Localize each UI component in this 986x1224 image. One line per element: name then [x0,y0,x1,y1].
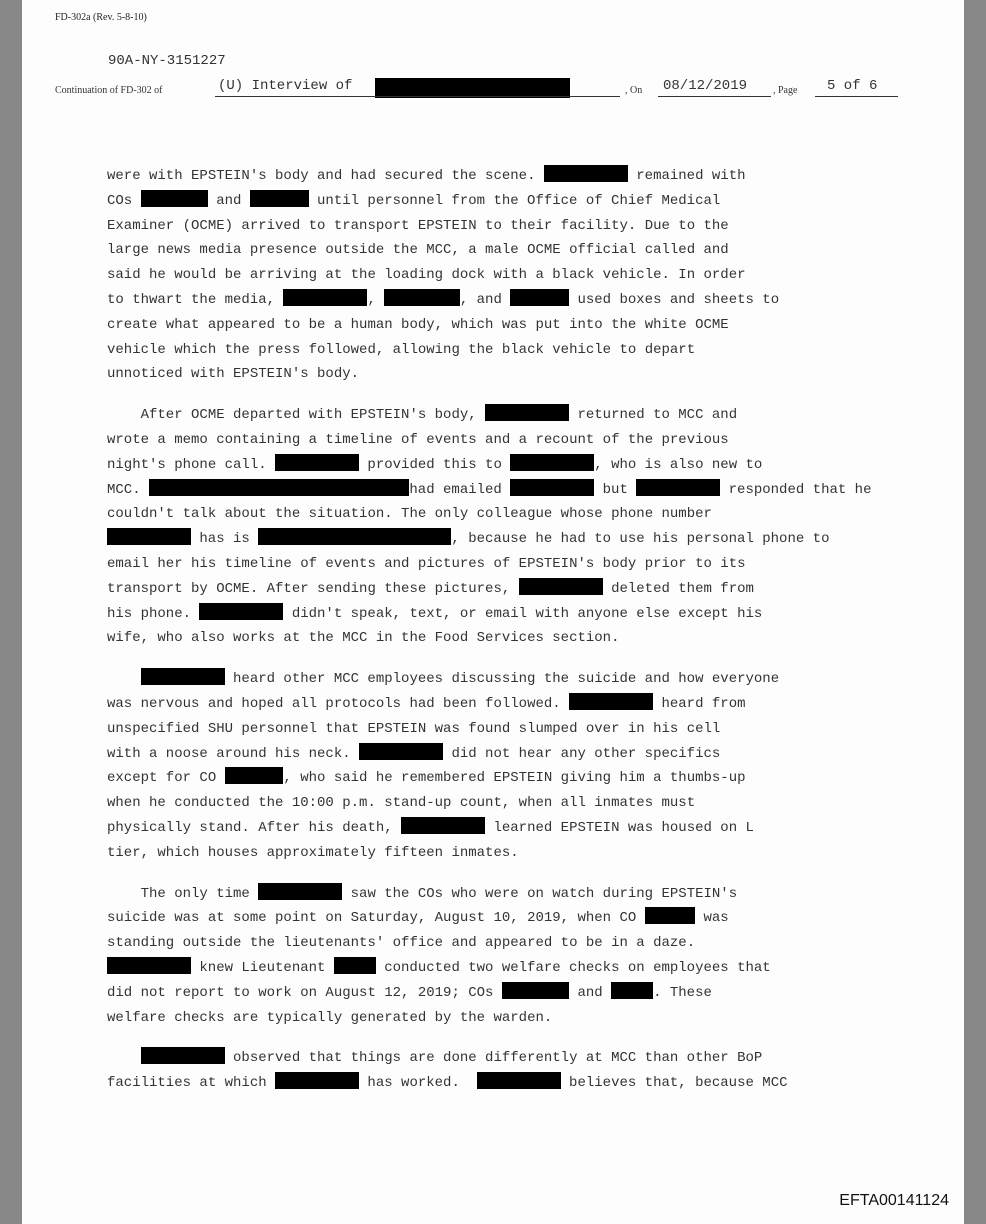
interview-date: 08/12/2019 [663,78,748,94]
text-run: provided this to [359,456,511,473]
text-run: believes that, because MCC [560,1075,788,1092]
text-run: heard other MCC employees discussing the suicide and how everyone [224,671,780,688]
text-run: wrote a memo containing a timeline of events and a recount of the previous [107,431,729,448]
text-run: didn't speak, text, or email with anyone else except his [283,605,763,622]
text-run [107,1050,141,1066]
redaction-block [611,982,653,999]
document-body [107,164,887,1096]
paragraph-gap [107,866,887,882]
text-run: was [695,910,729,927]
text-run [107,671,141,687]
paragraph [107,882,887,1031]
text-line [107,841,887,866]
redaction-block [141,1047,225,1064]
redaction-block [107,957,191,974]
text-run: observed that things are done differently at MCC than other BoP [224,1050,763,1067]
text-run: physically stand. After his death, [107,819,402,836]
paragraph [107,667,887,865]
text-run: create what appeared to be a human body, which was put into the white OCME [107,316,729,333]
text-run: email her his timeline of events and pictures of EPSTEIN's body prior to its [107,555,746,572]
text-line [107,338,887,363]
text-run: transport by OCME. After sending these pictures, [107,580,519,597]
redaction-block [141,190,208,207]
text-run: , who said he remembered EPSTEIN giving him a thumbs-up [283,770,746,787]
redaction-block [250,190,309,207]
paragraph [107,164,887,387]
text-run: until personnel from the Office of Chief Medical [308,192,721,209]
text-line [107,816,887,841]
redaction-block [359,743,443,760]
text-run: , because he had to use his personal phone to [451,531,830,548]
paragraph [107,403,887,651]
paragraph-gap [107,1030,887,1046]
text-run: were with EPSTEIN's body and had secured the scene. [107,168,544,184]
text-run: couldn't talk about the situation. The only colleague whose phone number [107,506,712,523]
text-run: has is [191,531,259,548]
text-run: his phone. [107,605,200,622]
redaction-block [275,454,359,471]
text-line [107,906,887,931]
text-run: knew Lieutenant [191,959,334,976]
redaction-block [502,982,569,999]
text-line [107,263,887,288]
text-run: conducted two welfare checks on employees that [375,959,771,976]
redaction-block [225,767,284,784]
redaction-block [477,1072,561,1089]
text-line [107,667,887,692]
text-run: Examiner (OCME) arrived to transport EPSTEIN to their facility. Due to the [107,217,729,234]
text-run: unnoticed with EPSTEIN's body. [107,366,360,383]
text-run: deleted them from [602,580,754,597]
text-run: standing outside the lieutenants' office and appeared to be in a daze. [107,935,696,952]
text-run: night's phone call. [107,456,276,473]
text-line [107,931,887,956]
paragraph [107,1046,887,1096]
text-run: , [367,291,385,308]
text-run: unspecified SHU personnel that EPSTEIN was found slumped over in his cell [107,720,721,737]
text-line [107,956,887,981]
text-line [107,626,887,651]
text-run: was nervous and hoped all protocols had been followed. [107,695,570,712]
text-line [107,502,887,527]
subject-text: (U) Interview of [218,78,353,94]
text-run: learned EPSTEIN was housed on L [485,819,754,836]
redaction-block [141,668,225,685]
text-line [107,552,887,577]
redaction-subject-name [375,78,570,98]
document-page [22,0,964,1224]
redaction-block [258,883,342,900]
text-run: , and [459,291,511,308]
text-run: except for CO [107,770,225,787]
redaction-block [199,603,283,620]
redaction-block [510,289,569,306]
continuation-label: Continuation of FD-302 of [55,85,163,96]
text-line [107,288,887,313]
text-line [107,1006,887,1031]
redaction-block [283,289,367,306]
text-run: The only time [107,885,259,902]
file-number: 90A-NY-3151227 [108,53,226,69]
text-run: had emailed [409,481,511,498]
subject-underline [215,96,620,97]
text-run: facilities at which [107,1075,276,1092]
redaction-block [544,165,628,182]
text-run: tier, which houses approximately fifteen inmates. [107,844,519,861]
text-run: did not report to work on August 12, 2019; COs [107,984,502,1001]
text-line [107,189,887,214]
paragraph-gap [107,387,887,403]
bates-number: EFTA00141124 [839,1192,949,1209]
text-line [107,742,887,767]
redaction-block [401,817,485,834]
text-run: After OCME departed with EPSTEIN's body, [107,407,486,424]
paragraph-gap [107,651,887,667]
date-underline [658,96,771,97]
text-run: MCC. [107,481,150,498]
text-run: suicide was at some point on Saturday, August 10, 2019, when CO [107,910,645,927]
text-line [107,577,887,602]
text-line [107,1046,887,1071]
text-line [107,428,887,453]
redaction-block [645,907,695,924]
text-run: with a noose around his neck. [107,745,360,762]
text-run: and [207,192,250,209]
text-line [107,403,887,428]
page-number: 5 of 6 [827,78,878,94]
on-label: , On [625,85,643,96]
text-line [107,313,887,338]
redaction-block [334,957,376,974]
text-line [107,238,887,263]
text-line [107,692,887,717]
text-run: heard from [653,695,746,712]
text-line [107,453,887,478]
form-id: FD-302a (Rev. 5-8-10) [55,12,147,23]
redaction-block [485,404,569,421]
text-line [107,882,887,907]
text-run: saw the COs who were on watch during EPSTEIN's [342,885,738,902]
continuation-line [55,78,885,100]
text-run: and [569,984,612,1001]
redaction-block [149,479,409,496]
text-run: wife, who also works at the MCC in the Food Services section. [107,630,620,647]
text-line [107,362,887,387]
text-run: , who is also new to [594,456,763,473]
redaction-block [510,454,594,471]
text-run: large news media presence outside the MCC, a male OCME official called and [107,242,729,259]
text-run: responded that he [720,481,872,498]
text-run: when he conducted the 10:00 p.m. stand-up count, when all inmates must [107,795,696,812]
text-run: COs [107,192,141,209]
redaction-block [510,479,594,496]
text-run: used boxes and sheets to [569,291,780,308]
text-run: said he would be arriving at the loading dock with a black vehicle. In order [107,267,746,284]
text-line [107,214,887,239]
text-run: did not hear any other specifics [443,745,721,762]
text-run: returned to MCC and [569,407,738,424]
text-line [107,602,887,627]
text-run: to thwart the media, [107,291,284,308]
text-line [107,1071,887,1096]
page-label: , Page [773,85,798,96]
text-run: vehicle which the press followed, allowing the black vehicle to depart [107,341,696,358]
text-run: welfare checks are typically generated by the warden. [107,1009,553,1026]
text-line [107,478,887,503]
redaction-block [519,578,603,595]
text-run: . These [653,984,712,1001]
text-run: remained with [627,168,746,184]
text-run: but [594,481,637,498]
text-run: has worked. [359,1075,477,1092]
text-line [107,981,887,1006]
redaction-block [107,528,191,545]
redaction-block [636,479,720,496]
redaction-block [275,1072,359,1089]
redaction-block [384,289,460,306]
text-line [107,717,887,742]
text-line [107,791,887,816]
redaction-block [258,528,451,545]
text-line [107,766,887,791]
text-line [107,527,887,552]
text-line [107,164,887,189]
redaction-block [569,693,653,710]
page-underline [815,96,898,97]
